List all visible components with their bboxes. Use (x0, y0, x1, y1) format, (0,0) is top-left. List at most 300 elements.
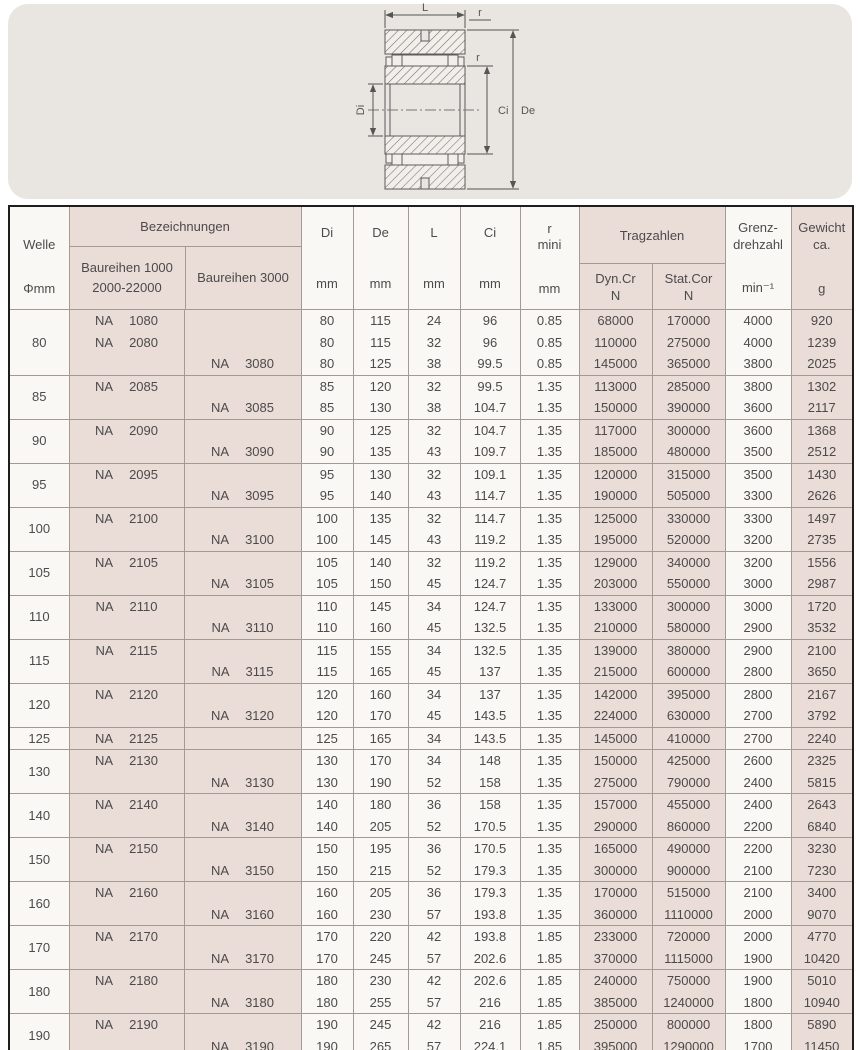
cell-gewicht: 2735 (791, 529, 853, 551)
cell-dyn-cr: 165000 (579, 838, 652, 860)
cell-de: 245 (353, 948, 408, 970)
cell-stat-cor: 455000 (652, 794, 725, 816)
cell-dyn-cr: 133000 (579, 595, 652, 617)
cell-dyn-cr: 185000 (579, 441, 652, 463)
cell-de: 180 (353, 794, 408, 816)
cell-ci: 132.5 (460, 617, 520, 639)
cell-dyn-cr: 233000 (579, 926, 652, 948)
header-stat-cor: Stat.Cor N (664, 270, 713, 303)
cell-gewicht: 7230 (791, 860, 853, 882)
cell-grenzdrehzahl: 2000 (725, 926, 791, 948)
cell-baureihe-3000 (184, 727, 301, 750)
cell-de: 165 (353, 727, 408, 750)
cell-di: 115 (301, 639, 353, 661)
cell-stat-cor: 515000 (652, 882, 725, 904)
cell-stat-cor: 750000 (652, 970, 725, 992)
cell-de: 165 (353, 661, 408, 683)
table-row (9, 794, 853, 816)
cell-dyn-cr: 240000 (579, 970, 652, 992)
header-baureihen-3000: Baureihen 3000 (197, 270, 289, 285)
label-r-mid: r (476, 51, 480, 64)
cell-ci: 179.3 (460, 860, 520, 882)
cell-de: 145 (353, 595, 408, 617)
cell-l: 43 (408, 485, 460, 507)
cell-ci: 109.1 (460, 463, 520, 485)
cell-di: 105 (301, 551, 353, 573)
table-header (9, 206, 853, 310)
cell-r-mini: 1.35 (520, 882, 579, 904)
cell-baureihe-3000 (184, 332, 301, 354)
cell-ci: 96 (460, 310, 520, 332)
cell-stat-cor: 275000 (652, 332, 725, 354)
cell-gewicht: 2325 (791, 750, 853, 772)
cell-r-mini: 1.35 (520, 441, 579, 463)
cell-gewicht: 5890 (791, 1014, 853, 1036)
cell-di: 120 (301, 683, 353, 705)
cell-di: 190 (301, 1036, 353, 1050)
cell-grenzdrehzahl: 2800 (725, 683, 791, 705)
label-De: De (521, 104, 536, 117)
roller-cage-top (386, 55, 464, 66)
cell-ci: 109.7 (460, 441, 520, 463)
cell-stat-cor: 800000 (652, 1014, 725, 1036)
cell-l: 45 (408, 705, 460, 727)
cell-dyn-cr: 113000 (579, 375, 652, 397)
table-row (9, 750, 853, 772)
cell-baureihe-1000: NA 2110 (69, 595, 184, 617)
cell-de: 170 (353, 750, 408, 772)
cell-dyn-cr: 157000 (579, 794, 652, 816)
cell-grenzdrehzahl: 2800 (725, 661, 791, 683)
cell-grenzdrehzahl: 1700 (725, 1036, 791, 1050)
cell-ci: 179.3 (460, 882, 520, 904)
cell-di: 125 (301, 727, 353, 750)
cell-de: 150 (353, 573, 408, 595)
cell-stat-cor: 860000 (652, 816, 725, 838)
cell-r-mini: 1.35 (520, 772, 579, 794)
cell-grenzdrehzahl: 3000 (725, 595, 791, 617)
cell-grenzdrehzahl: 1800 (725, 1014, 791, 1036)
cell-r-mini: 1.35 (520, 529, 579, 551)
cell-gewicht: 1720 (791, 595, 853, 617)
cell-baureihe-1000: NA 2170 (69, 926, 184, 948)
cell-l: 38 (408, 397, 460, 419)
cell-l: 36 (408, 838, 460, 860)
cell-de: 265 (353, 1036, 408, 1050)
cell-de: 230 (353, 904, 408, 926)
cell-stat-cor: 425000 (652, 750, 725, 772)
cell-di: 150 (301, 838, 353, 860)
cell-de: 125 (353, 353, 408, 375)
cell-baureihe-1000 (69, 705, 184, 727)
cell-ci: 119.2 (460, 551, 520, 573)
cell-l: 34 (408, 750, 460, 772)
cell-gewicht: 10940 (791, 992, 853, 1014)
cell-dyn-cr: 250000 (579, 1014, 652, 1036)
cell-gewicht: 3792 (791, 705, 853, 727)
cell-l: 32 (408, 507, 460, 529)
cell-r-mini: 1.85 (520, 1014, 579, 1036)
cell-r-mini: 1.35 (520, 904, 579, 926)
cell-di: 120 (301, 705, 353, 727)
cell-stat-cor: 720000 (652, 926, 725, 948)
cell-dyn-cr: 195000 (579, 529, 652, 551)
cell-de: 205 (353, 882, 408, 904)
cell-baureihe-1000: NA 2190 (69, 1014, 184, 1036)
roller-cage-bottom (386, 154, 464, 165)
cell-r-mini: 1.85 (520, 1036, 579, 1050)
cell-gewicht: 2100 (791, 639, 853, 661)
cell-welle: 125 (9, 727, 69, 750)
cell-de: 135 (353, 507, 408, 529)
cell-ci: 99.5 (460, 353, 520, 375)
cell-l: 52 (408, 860, 460, 882)
cell-di: 160 (301, 882, 353, 904)
cell-ci: 202.6 (460, 970, 520, 992)
cell-l: 57 (408, 948, 460, 970)
cell-baureihe-3000 (184, 750, 301, 772)
cell-gewicht: 2025 (791, 353, 853, 375)
cell-dyn-cr: 370000 (579, 948, 652, 970)
table-row (9, 904, 853, 926)
cell-dyn-cr: 145000 (579, 353, 652, 375)
cell-welle: 150 (9, 838, 69, 882)
cell-di: 85 (301, 397, 353, 419)
cell-l: 24 (408, 310, 460, 332)
cell-stat-cor: 1290000 (652, 1036, 725, 1050)
cell-grenzdrehzahl: 1800 (725, 992, 791, 1014)
cell-de: 140 (353, 485, 408, 507)
cell-dyn-cr: 170000 (579, 882, 652, 904)
cell-grenzdrehzahl: 4000 (725, 310, 791, 332)
cell-welle: 160 (9, 882, 69, 926)
cell-ci: 158 (460, 794, 520, 816)
cell-baureihe-1000: NA 2105 (69, 551, 184, 573)
cell-di: 115 (301, 661, 353, 683)
cell-gewicht: 5815 (791, 772, 853, 794)
cell-baureihe-3000 (184, 595, 301, 617)
cell-dyn-cr: 125000 (579, 507, 652, 529)
cell-l: 57 (408, 904, 460, 926)
cell-baureihe-3000: NA 3090 (184, 441, 301, 463)
cell-di: 80 (301, 332, 353, 354)
cell-grenzdrehzahl: 3300 (725, 485, 791, 507)
cell-l: 34 (408, 595, 460, 617)
cell-r-mini: 1.35 (520, 551, 579, 573)
cell-r-mini: 1.35 (520, 573, 579, 595)
cell-ci: 202.6 (460, 948, 520, 970)
cell-stat-cor: 790000 (652, 772, 725, 794)
cell-gewicht: 1430 (791, 463, 853, 485)
header-dyn-cr: Dyn.Cr N (580, 264, 653, 309)
cell-l: 42 (408, 926, 460, 948)
cell-baureihe-1000 (69, 573, 184, 595)
cell-de: 120 (353, 375, 408, 397)
header-bezeichnungen-group (69, 206, 301, 310)
cell-grenzdrehzahl: 3200 (725, 551, 791, 573)
cell-baureihe-1000: NA 2180 (69, 970, 184, 992)
cell-de: 205 (353, 816, 408, 838)
cell-welle: 90 (9, 419, 69, 463)
cell-baureihe-1000: NA 2095 (69, 463, 184, 485)
table-row (9, 882, 853, 904)
cell-welle: 110 (9, 595, 69, 639)
cell-baureihe-3000 (184, 970, 301, 992)
cell-ci: 193.8 (460, 926, 520, 948)
table-row (9, 310, 853, 332)
cell-ci: 143.5 (460, 705, 520, 727)
outer-ring-bottom (385, 165, 465, 189)
cell-di: 130 (301, 750, 353, 772)
cell-r-mini: 1.85 (520, 970, 579, 992)
cell-grenzdrehzahl: 2400 (725, 772, 791, 794)
cell-ci: 114.7 (460, 507, 520, 529)
cell-baureihe-1000 (69, 1036, 184, 1050)
cell-grenzdrehzahl: 2000 (725, 904, 791, 926)
cell-welle: 80 (9, 310, 69, 376)
cell-r-mini: 0.85 (520, 310, 579, 332)
cell-stat-cor: 300000 (652, 419, 725, 441)
cell-grenzdrehzahl: 2900 (725, 639, 791, 661)
cell-di: 180 (301, 970, 353, 992)
cell-baureihe-1000: NA 2100 (69, 507, 184, 529)
cell-r-mini: 1.85 (520, 992, 579, 1014)
cell-l: 38 (408, 353, 460, 375)
cell-grenzdrehzahl: 2200 (725, 838, 791, 860)
cell-l: 57 (408, 992, 460, 1014)
cell-l: 42 (408, 970, 460, 992)
cell-r-mini: 1.35 (520, 375, 579, 397)
table-row (9, 683, 853, 705)
cell-l: 43 (408, 441, 460, 463)
header-tragzahlen-title: Tragzahlen (580, 207, 725, 264)
table-body (9, 310, 853, 1050)
cell-l: 36 (408, 882, 460, 904)
cell-stat-cor: 600000 (652, 661, 725, 683)
cell-l: 32 (408, 332, 460, 354)
table-row (9, 529, 853, 551)
cell-gewicht: 4770 (791, 926, 853, 948)
cell-de: 155 (353, 639, 408, 661)
cell-baureihe-1000: NA 2080 (69, 332, 184, 354)
cell-dyn-cr: 142000 (579, 683, 652, 705)
cell-de: 130 (353, 463, 408, 485)
cell-stat-cor: 390000 (652, 397, 725, 419)
cell-baureihe-1000 (69, 397, 184, 419)
label-Di: Di (355, 104, 367, 115)
cell-baureihe-1000 (69, 816, 184, 838)
cell-r-mini: 1.35 (520, 507, 579, 529)
header-welle-unit: Φmm (23, 281, 56, 296)
cell-baureihe-3000 (184, 794, 301, 816)
cell-ci: 137 (460, 683, 520, 705)
cell-ci: 124.7 (460, 595, 520, 617)
cell-baureihe-1000: NA 2140 (69, 794, 184, 816)
cell-gewicht: 3650 (791, 661, 853, 683)
cell-grenzdrehzahl: 2600 (725, 750, 791, 772)
cell-r-mini: 1.35 (520, 661, 579, 683)
table-row (9, 397, 853, 419)
cell-ci: 158 (460, 772, 520, 794)
cell-r-mini: 1.85 (520, 948, 579, 970)
cell-de: 130 (353, 397, 408, 419)
cell-gewicht: 2240 (791, 727, 853, 750)
cell-gewicht: 10420 (791, 948, 853, 970)
cell-grenzdrehzahl: 1900 (725, 970, 791, 992)
cell-ci: 170.5 (460, 838, 520, 860)
cell-stat-cor: 395000 (652, 683, 725, 705)
cell-di: 160 (301, 904, 353, 926)
cell-grenzdrehzahl: 2400 (725, 794, 791, 816)
cell-gewicht: 3532 (791, 617, 853, 639)
cell-stat-cor: 365000 (652, 353, 725, 375)
table-row (9, 948, 853, 970)
cell-di: 85 (301, 375, 353, 397)
cell-stat-cor: 490000 (652, 838, 725, 860)
cell-stat-cor: 340000 (652, 551, 725, 573)
cell-baureihe-1000 (69, 617, 184, 639)
header-gewicht: Gewicht ca. g (791, 206, 853, 310)
header-ci: Ci mm (460, 206, 520, 310)
cell-l: 32 (408, 551, 460, 573)
cell-r-mini: 1.35 (520, 617, 579, 639)
cell-r-mini: 1.35 (520, 397, 579, 419)
cell-grenzdrehzahl: 3500 (725, 441, 791, 463)
cell-baureihe-1000 (69, 904, 184, 926)
cell-l: 52 (408, 816, 460, 838)
cell-r-mini: 1.35 (520, 705, 579, 727)
cell-baureihe-3000: NA 3085 (184, 397, 301, 419)
cell-ci: 104.7 (460, 397, 520, 419)
cell-l: 45 (408, 573, 460, 595)
cell-welle: 100 (9, 507, 69, 551)
cell-welle: 95 (9, 463, 69, 507)
cell-baureihe-3000 (184, 639, 301, 661)
cell-di: 80 (301, 353, 353, 375)
cell-baureihe-3000: NA 3120 (184, 705, 301, 727)
cell-stat-cor: 550000 (652, 573, 725, 595)
cell-di: 90 (301, 419, 353, 441)
cell-de: 135 (353, 441, 408, 463)
cell-baureihe-3000: NA 3160 (184, 904, 301, 926)
header-grenzdrehzahl: Grenz- drehzahl min⁻¹ (725, 206, 791, 310)
cell-dyn-cr: 139000 (579, 639, 652, 661)
cell-grenzdrehzahl: 3600 (725, 419, 791, 441)
cell-baureihe-3000 (184, 551, 301, 573)
cell-r-mini: 1.35 (520, 838, 579, 860)
cell-stat-cor: 410000 (652, 727, 725, 750)
cell-welle: 140 (9, 794, 69, 838)
cell-gewicht: 1497 (791, 507, 853, 529)
cell-baureihe-1000 (69, 772, 184, 794)
cell-di: 110 (301, 617, 353, 639)
cell-r-mini: 1.35 (520, 639, 579, 661)
label-r-top: r (478, 6, 482, 19)
cell-ci: 137 (460, 661, 520, 683)
cell-de: 190 (353, 772, 408, 794)
cell-di: 180 (301, 992, 353, 1014)
header-de: De mm (353, 206, 408, 310)
inner-ring-top (385, 66, 465, 84)
cell-welle: 190 (9, 1014, 69, 1050)
cell-grenzdrehzahl: 3300 (725, 507, 791, 529)
cell-di: 110 (301, 595, 353, 617)
cell-ci: 114.7 (460, 485, 520, 507)
cell-r-mini: 0.85 (520, 332, 579, 354)
cell-di: 100 (301, 529, 353, 551)
cell-r-mini: 1.35 (520, 485, 579, 507)
cell-gewicht: 5010 (791, 970, 853, 992)
cell-ci: 143.5 (460, 727, 520, 750)
cell-baureihe-1000: NA 1080 (69, 310, 184, 332)
cell-l: 45 (408, 617, 460, 639)
cell-r-mini: 1.35 (520, 794, 579, 816)
cell-grenzdrehzahl: 3600 (725, 397, 791, 419)
cell-stat-cor: 1240000 (652, 992, 725, 1014)
header-welle-label: Welle (23, 237, 56, 252)
inner-ring-bottom (385, 136, 465, 154)
cell-gewicht: 2167 (791, 683, 853, 705)
cell-ci: 216 (460, 992, 520, 1014)
table-row (9, 419, 853, 441)
cell-ci: 96 (460, 332, 520, 354)
cell-r-mini: 1.35 (520, 683, 579, 705)
cell-baureihe-3000 (184, 463, 301, 485)
cell-r-mini: 1.35 (520, 419, 579, 441)
table-row (9, 992, 853, 1014)
cell-di: 190 (301, 1014, 353, 1036)
cell-grenzdrehzahl: 2200 (725, 816, 791, 838)
cell-dyn-cr: 385000 (579, 992, 652, 1014)
outer-ring-top (385, 30, 465, 54)
cell-baureihe-3000 (184, 419, 301, 441)
cell-gewicht: 2626 (791, 485, 853, 507)
cell-ci: 132.5 (460, 639, 520, 661)
table-row (9, 1036, 853, 1050)
cell-baureihe-1000: NA 2130 (69, 750, 184, 772)
cell-baureihe-1000 (69, 485, 184, 507)
cell-dyn-cr: 117000 (579, 419, 652, 441)
cell-baureihe-3000: NA 3095 (184, 485, 301, 507)
cell-stat-cor: 480000 (652, 441, 725, 463)
bearing-spec-table (8, 205, 854, 1050)
cell-grenzdrehzahl: 3800 (725, 353, 791, 375)
cell-baureihe-3000 (184, 683, 301, 705)
cell-l: 52 (408, 772, 460, 794)
cell-l: 57 (408, 1036, 460, 1050)
cell-grenzdrehzahl: 2100 (725, 882, 791, 904)
cell-stat-cor: 900000 (652, 860, 725, 882)
cell-gewicht: 2987 (791, 573, 853, 595)
cell-welle: 170 (9, 926, 69, 970)
cell-grenzdrehzahl: 3000 (725, 573, 791, 595)
cell-baureihe-1000 (69, 992, 184, 1014)
table-row (9, 926, 853, 948)
cell-de: 195 (353, 838, 408, 860)
cell-ci: 124.7 (460, 573, 520, 595)
cell-welle: 115 (9, 639, 69, 683)
cell-baureihe-3000 (184, 838, 301, 860)
cell-de: 230 (353, 970, 408, 992)
table-row (9, 463, 853, 485)
cell-di: 170 (301, 948, 353, 970)
header-welle (9, 206, 69, 310)
cell-r-mini: 1.35 (520, 727, 579, 750)
cell-baureihe-3000: NA 3115 (184, 661, 301, 683)
cell-gewicht: 3400 (791, 882, 853, 904)
cell-ci: 224.1 (460, 1036, 520, 1050)
cell-di: 80 (301, 310, 353, 332)
